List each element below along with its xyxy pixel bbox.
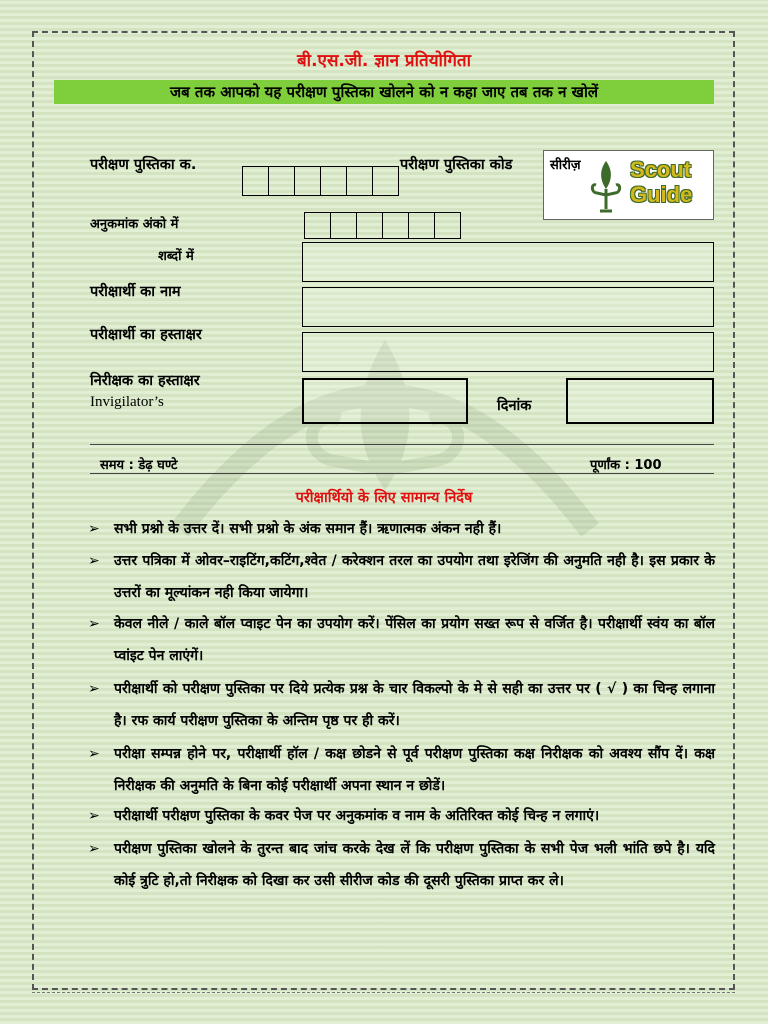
arrow-bullet-icon: ➢ xyxy=(88,808,100,824)
booklet-digit-box[interactable] xyxy=(294,166,321,196)
date-field[interactable] xyxy=(566,378,714,424)
arrow-bullet-icon: ➢ xyxy=(88,841,100,857)
roll-number-boxes[interactable] xyxy=(304,212,460,239)
max-marks-label: पूर्णांक : xyxy=(590,458,630,473)
instruction-item xyxy=(90,739,715,802)
invigilator-signature-field[interactable] xyxy=(302,378,468,424)
arrow-bullet-icon: ➢ xyxy=(88,681,100,697)
roll-digits-label: अनुकमांक अंको में xyxy=(90,217,179,232)
booklet-digit-box[interactable] xyxy=(346,166,373,196)
roll-digit-box[interactable] xyxy=(304,212,331,239)
roll-words-label: शब्दों में xyxy=(158,249,194,264)
arrow-bullet-icon: ➢ xyxy=(88,746,100,762)
instruction-text: उत्तर पत्रिका में ओवर–राइटिंग,कटिंग,श्वेत / करेक्शन तरल का उपयोग तथा इरेजिंग की अनुमति नही है। इस प्रकार के उत्तरों का मूल्यांकन नही किया जायेगा। xyxy=(114,553,715,601)
instruction-item xyxy=(90,674,715,737)
booklet-digit-box[interactable] xyxy=(268,166,295,196)
instruction-item xyxy=(90,546,715,609)
logo-text xyxy=(630,157,692,207)
invigilator-signature-label: निरीक्षक का हस्ताक्षर xyxy=(90,373,200,389)
divider-top xyxy=(90,444,714,445)
date-label: दिनांक xyxy=(497,398,532,414)
series-logo-box xyxy=(543,150,714,220)
instruction-item xyxy=(90,609,715,672)
logo-line-guide: Guide xyxy=(630,182,693,207)
roll-digit-box[interactable] xyxy=(356,212,383,239)
instruction-text: परीक्षार्थी को परीक्षण पुस्तिका पर दिये प्रत्येक प्रश्न के चार विकल्पो के मे से सही का उत्तर पर ( √ ) का चिन्ह लगाना है। रफ कार्य परीक्षण पुस्तिका के अन्तिम पृष्ठ पर ही करें। xyxy=(114,681,715,729)
instruction-item xyxy=(90,834,715,897)
bottom-dashed-line xyxy=(32,992,735,993)
warning-banner: जब तक आपको यह परीक्षण पुस्तिका खोलने को न कहा जाए तब तक न खोलें xyxy=(54,80,714,104)
instruction-item xyxy=(90,514,715,546)
booklet-number-label: परीक्षण पुस्तिका क. xyxy=(90,157,197,173)
candidate-name-label: परीक्षार्थी का नाम xyxy=(90,284,181,300)
roll-digit-box[interactable] xyxy=(434,212,461,239)
candidate-signature-field[interactable] xyxy=(302,332,714,372)
arrow-bullet-icon: ➢ xyxy=(88,553,100,569)
instruction-text: केवल नीले / काले बॉल प्वाइट पेन का उपयोग करें। पेंसिल का प्रयोग सख्त रूप से वर्जित है। परीक्षार्थी स्वंय का बॉल प्वांइट पेन लाएंगें। xyxy=(114,616,715,664)
booklet-code-label: परीक्षण पुस्तिका कोड xyxy=(400,157,513,173)
scout-guide-emblem-icon xyxy=(590,159,622,213)
booklet-digit-box[interactable] xyxy=(372,166,399,196)
arrow-bullet-icon: ➢ xyxy=(88,616,100,632)
roll-words-field[interactable] xyxy=(302,242,714,282)
max-marks xyxy=(590,455,662,473)
instruction-text: परीक्षण पुस्तिका खोलने के तुरन्त बाद जांच करके देख लें कि परीक्षण पुस्तिका के सभी पेज भली भांति छपे है। यदि कोई त्रुटि हो,तो निरीक्षक को दिखा कर उसी सीरीज कोड की दूसरी पुस्तिका प्राप्त कर ले। xyxy=(114,841,715,889)
logo-line-scout: Scout xyxy=(630,157,692,182)
roll-digit-box[interactable] xyxy=(382,212,409,239)
roll-digit-box[interactable] xyxy=(330,212,357,239)
invigilator-english-label: Invigilator’s xyxy=(90,394,164,410)
exam-duration: समय : डेढ़ घण्टे xyxy=(100,458,178,473)
page-title: बी.एस.जी. ज्ञान प्रतियोगिता xyxy=(296,51,472,71)
instruction-text: परीक्षार्थी परीक्षण पुस्तिका के कवर पेज पर अनुकमांक व नाम के अतिरिक्त कोई चिन्ह न लगाएं। xyxy=(114,808,600,824)
instruction-item xyxy=(90,801,715,833)
roll-digit-box[interactable] xyxy=(408,212,435,239)
divider-bottom xyxy=(90,473,714,474)
candidate-signature-label: परीक्षार्थी का हस्ताक्षर xyxy=(90,327,202,343)
max-marks-value: 100 xyxy=(634,458,662,473)
booklet-digit-box[interactable] xyxy=(320,166,347,196)
booklet-digit-box[interactable] xyxy=(242,166,269,196)
series-label: सीरीज़ xyxy=(550,158,581,173)
instruction-text: सभी प्रश्नो के उत्तर दें। सभी प्रश्नो के अंक समान हैं। ऋणात्मक अंकन नही हैं। xyxy=(114,521,502,537)
arrow-bullet-icon: ➢ xyxy=(88,521,100,537)
instruction-text: परीक्षा सम्पन्न होने पर, परीक्षार्थी हॉल / कक्ष छोडने से पूर्व परीक्षण पुस्तिका कक्ष निरीक्षक को अवश्य सौंप दें। कक्ष निरीक्षक की अनुमति के बिना कोई परीक्षार्थी अपना स्थान न छोडें। xyxy=(114,746,715,794)
instructions-heading: परीक्षार्थियो के लिए सामान्य निर्देष xyxy=(295,490,473,506)
booklet-number-boxes[interactable] xyxy=(242,166,398,196)
candidate-name-field[interactable] xyxy=(302,287,714,327)
